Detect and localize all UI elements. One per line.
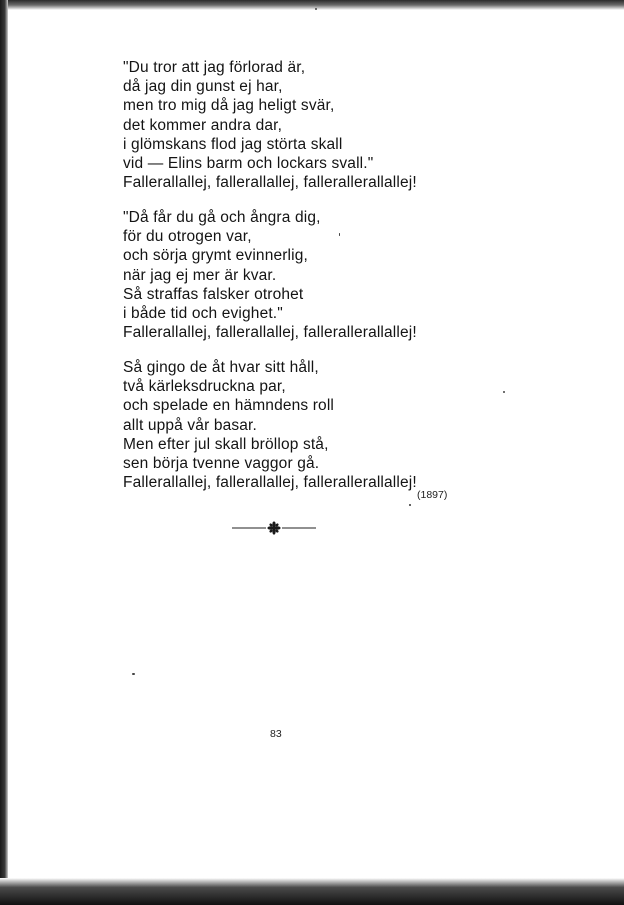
stanza-1 <box>123 58 417 192</box>
verse-line: "Du tror att jag förlorad är, <box>123 59 306 76</box>
refrain-line: Fallerallallej, fallerallallej, fallerallerallallej! <box>123 324 417 342</box>
scan-edge-top <box>0 0 624 10</box>
poem-year: (1897) <box>417 489 448 501</box>
stanza-2 <box>123 208 417 342</box>
verse-line: "Då får du gå och ångra dig, <box>123 209 321 226</box>
scan-speck <box>315 8 317 10</box>
page-number: 83 <box>270 728 282 740</box>
scan-speck <box>132 673 135 675</box>
scan-speck <box>339 233 340 236</box>
verse-line: två kärleksdruckna par, <box>123 378 286 396</box>
verse-line: vid — Elins barm och lockars svall." <box>123 155 374 173</box>
verse-line: Så gingo de åt hvar sitt håll, <box>123 359 319 376</box>
verse-line: Men efter jul skall bröllop stå, <box>123 435 329 453</box>
scan-speck <box>503 391 505 393</box>
stanza-3 <box>123 358 417 492</box>
verse-line: för du otrogen var, <box>123 228 252 246</box>
verse-line: det kommer andra dar, <box>123 116 283 134</box>
verse-line: sen börja tvenne vaggor gå. <box>123 455 320 473</box>
verse-line: men tro mig då jag heligt svär, <box>123 97 335 115</box>
verse-line: och spelade en hämndens roll <box>123 397 335 415</box>
ink-dot <box>409 504 411 506</box>
scan-edge-left <box>0 0 8 905</box>
verse-line: i glömskans flod jag störta skall <box>123 135 343 153</box>
refrain-line: Fallerallallej, fallerallallej, fallerallerallallej! <box>123 174 417 192</box>
verse-line: i både tid och evighet." <box>123 305 283 323</box>
verse-line: och sörja grymt evinnerlig, <box>123 247 308 265</box>
verse-line: Så straffas falsker otrohet <box>123 285 304 303</box>
verse-line: när jag ej mer är kvar. <box>123 266 277 284</box>
flower-divider-ornament-icon <box>232 521 316 535</box>
refrain-line: Fallerallallej, fallerallallej, fallerallerallallej! <box>123 474 417 492</box>
scan-edge-bottom <box>0 878 624 905</box>
verse-line: då jag din gunst ej har, <box>123 78 283 96</box>
verse-line: allt uppå vår basar. <box>123 416 257 434</box>
